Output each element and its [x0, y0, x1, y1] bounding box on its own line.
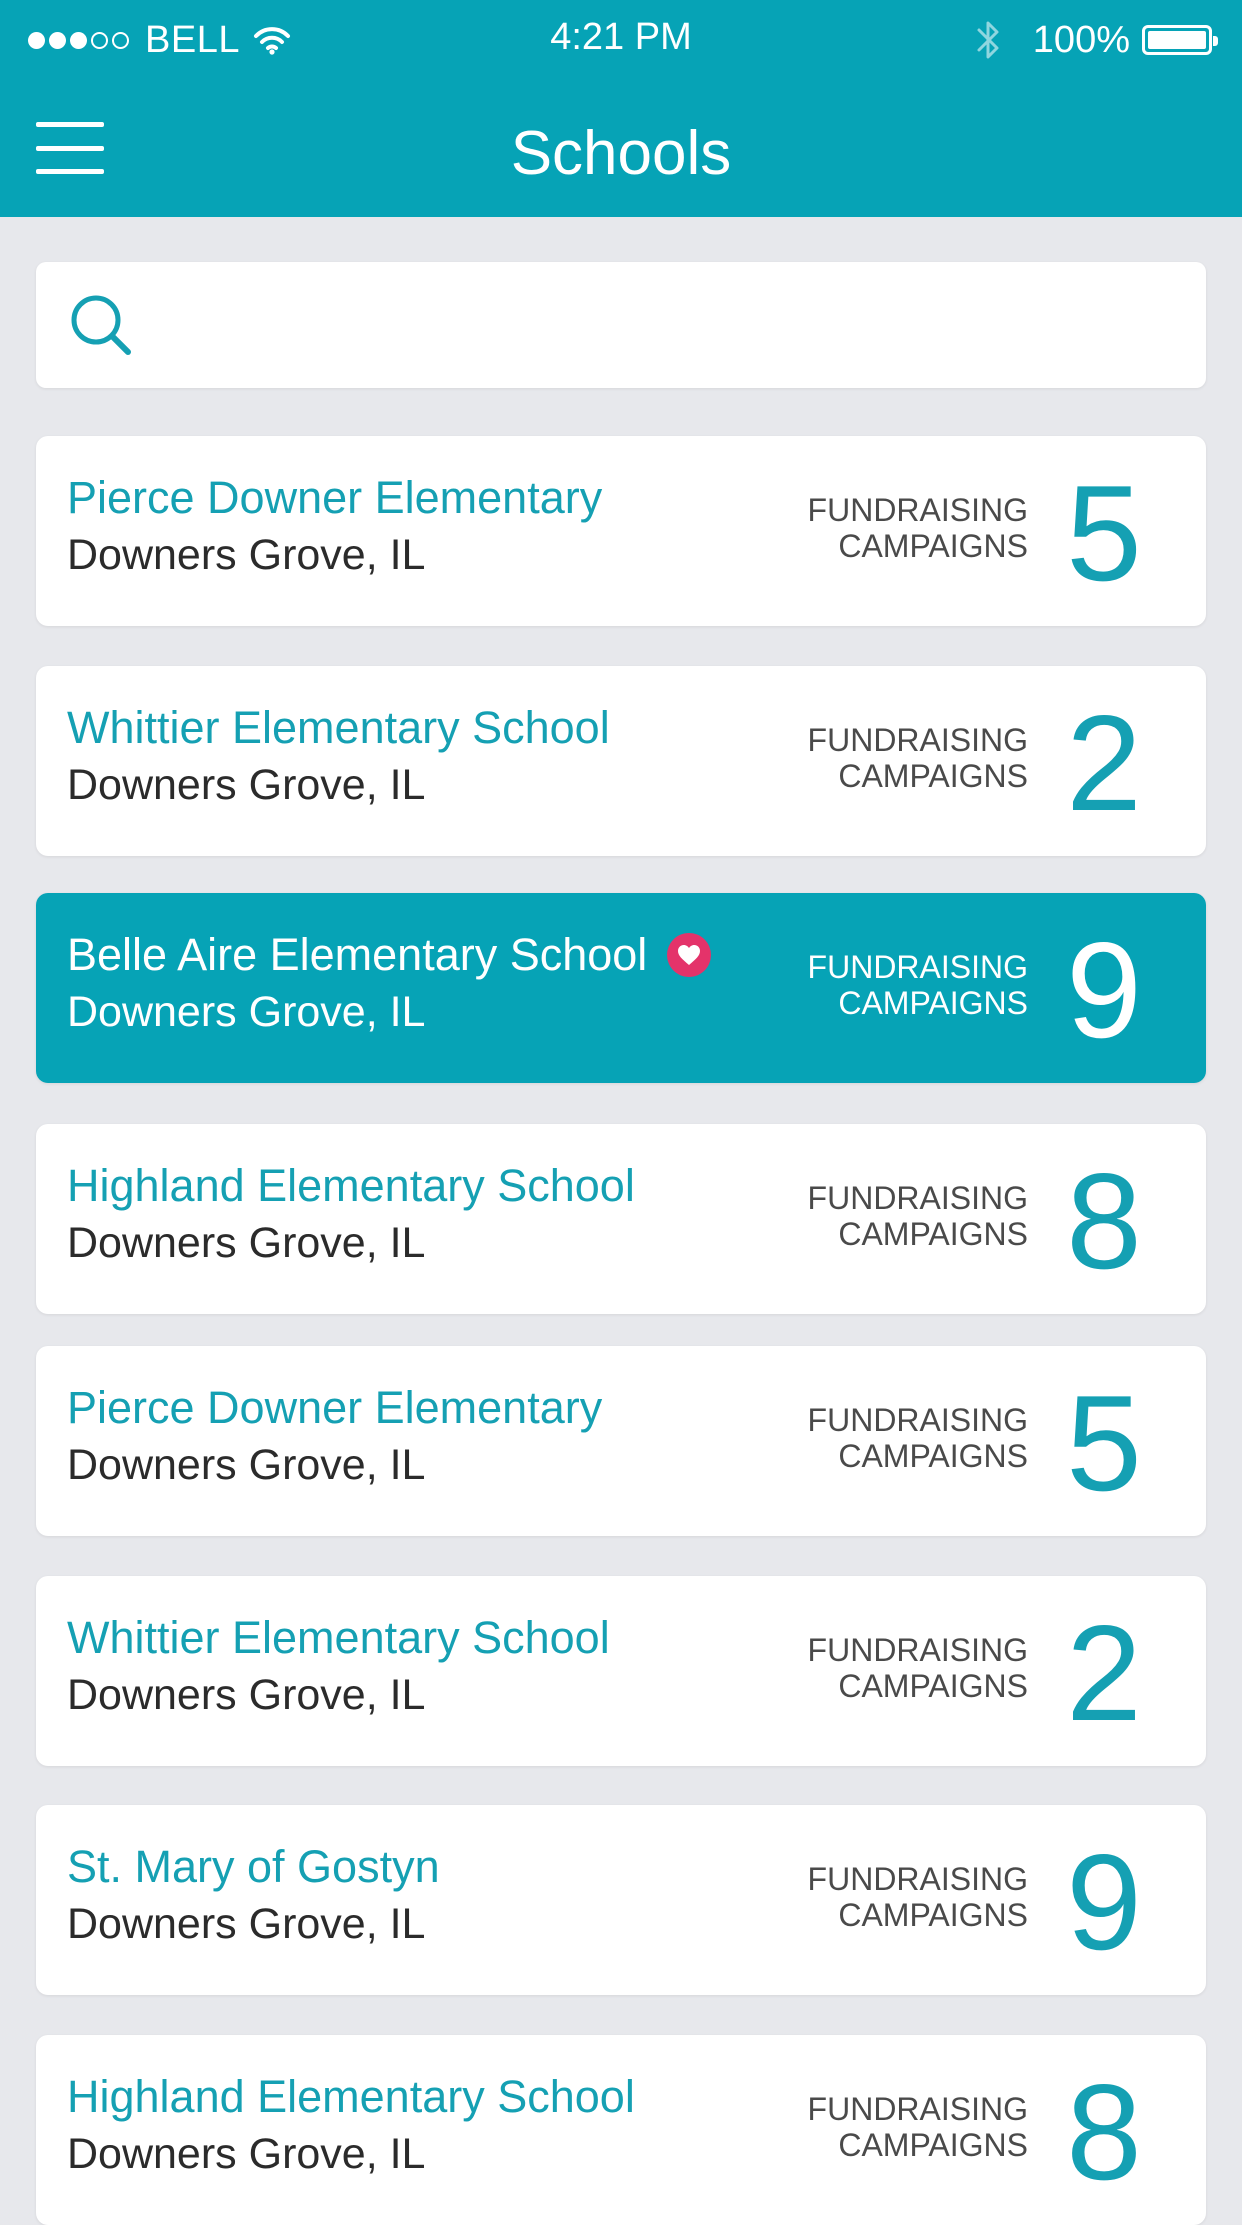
school-card[interactable]: [36, 666, 1206, 856]
school-card[interactable]: [36, 2035, 1206, 2225]
campaigns-count: 5: [1066, 457, 1142, 609]
battery-fill: [1148, 31, 1206, 49]
campaigns-label: FUNDRAISING CAMPAIGNS: [807, 1402, 1028, 1474]
school-location: Downers Grove, IL: [67, 1900, 426, 1948]
school-card[interactable]: [36, 1124, 1206, 1314]
search-input[interactable]: [156, 290, 1180, 362]
status-right: [975, 18, 1212, 62]
search-bar[interactable]: [36, 262, 1206, 388]
school-location: Downers Grove, IL: [67, 2130, 426, 2178]
school-name: [67, 472, 602, 524]
school-name-text: Belle Aire Elementary School: [67, 929, 648, 980]
campaigns-label: FUNDRAISING CAMPAIGNS: [807, 1180, 1028, 1252]
campaigns-count: 2: [1066, 1597, 1142, 1749]
school-card[interactable]: [36, 436, 1206, 626]
campaigns-label: FUNDRAISING CAMPAIGNS: [807, 949, 1028, 1021]
status-time: 4:21 PM: [550, 16, 692, 58]
school-card[interactable]: [36, 1805, 1206, 1995]
school-location: Downers Grove, IL: [67, 1219, 426, 1267]
school-location: Downers Grove, IL: [67, 988, 426, 1036]
school-card[interactable]: [36, 1576, 1206, 1766]
campaigns-count: 8: [1066, 2056, 1142, 2208]
school-name-text: Highland Elementary School: [67, 1160, 635, 1211]
campaigns-label: FUNDRAISING CAMPAIGNS: [807, 1861, 1028, 1933]
battery-cap: [1213, 36, 1218, 46]
campaigns-label: FUNDRAISING CAMPAIGNS: [807, 1632, 1028, 1704]
bluetooth-icon: [975, 18, 1001, 62]
school-name-text: Highland Elementary School: [67, 2071, 635, 2122]
battery-icon: [1142, 25, 1212, 55]
school-card[interactable]: [36, 1346, 1206, 1536]
school-name-text: Whittier Elementary School: [67, 1612, 610, 1663]
campaigns-count: 9: [1066, 914, 1142, 1066]
school-name-text: Pierce Downer Elementary: [67, 472, 603, 523]
school-name: [67, 1841, 440, 1893]
school-name: [67, 1612, 610, 1664]
carrier-name: BELL: [145, 18, 240, 61]
school-location: Downers Grove, IL: [67, 1441, 426, 1489]
school-name: [67, 2071, 635, 2123]
campaigns-label: FUNDRAISING CAMPAIGNS: [807, 2091, 1028, 2163]
search-icon[interactable]: [68, 292, 134, 358]
battery-percent: 100%: [1032, 18, 1130, 61]
campaigns-count: 2: [1066, 687, 1142, 839]
campaigns-label: FUNDRAISING CAMPAIGNS: [807, 722, 1028, 794]
school-location: Downers Grove, IL: [67, 761, 426, 809]
school-name: [67, 929, 711, 981]
campaigns-count: 8: [1066, 1145, 1142, 1297]
status-bar: [0, 0, 1242, 80]
campaigns-count: 9: [1066, 1826, 1142, 1978]
school-name: [67, 1160, 635, 1212]
campaigns-count: 5: [1066, 1367, 1142, 1519]
nav-bar: [0, 80, 1242, 217]
favorite-heart-icon[interactable]: [667, 933, 711, 977]
school-location: Downers Grove, IL: [67, 1671, 426, 1719]
school-card[interactable]: [36, 893, 1206, 1083]
school-location: Downers Grove, IL: [67, 531, 426, 579]
school-name-text: St. Mary of Gostyn: [67, 1841, 440, 1892]
school-name-text: Whittier Elementary School: [67, 702, 610, 753]
school-name: [67, 702, 610, 754]
school-name: [67, 1382, 602, 1434]
app-header: [0, 0, 1242, 217]
page-title: Schools: [510, 119, 732, 188]
school-name-text: Pierce Downer Elementary: [67, 1382, 603, 1433]
campaigns-label: FUNDRAISING CAMPAIGNS: [807, 492, 1028, 564]
